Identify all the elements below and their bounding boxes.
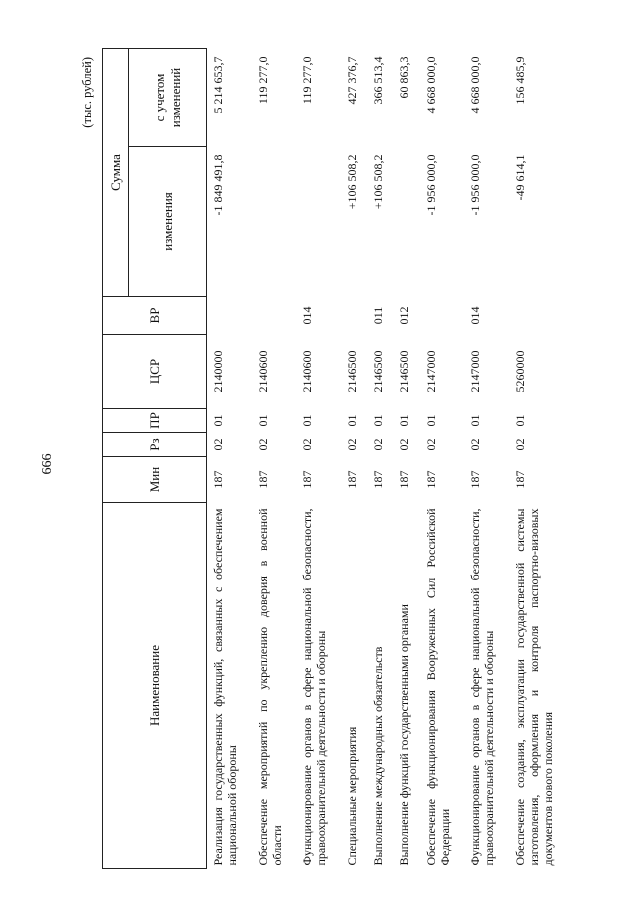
row-min: 187 [371, 470, 386, 489]
row-rz: 02 [255, 438, 270, 451]
row-rz: 02 [468, 438, 483, 451]
row-rz: 02 [344, 438, 359, 451]
row-pr: 01 [397, 414, 412, 427]
header-rz: Рз [103, 433, 207, 457]
row-name: Обеспечение мероприятий по укреплению доверия в военной области [255, 508, 284, 866]
row-rz: 02 [211, 438, 225, 451]
row-name: Обеспечение создания, эксплуатации государственной системы изготовления, оформления и контроля паспортно-визовых документов нового поколения [512, 508, 555, 866]
row-total: 119 277,0 [255, 56, 270, 105]
row-min: 187 [423, 470, 438, 489]
table-row [252, 49, 297, 869]
row-rz: 02 [371, 438, 386, 451]
row-vr [509, 297, 572, 335]
row-total: 156 485,9 [512, 56, 527, 105]
row-min: 187 [468, 470, 483, 489]
row-total: 4 668 000,0 [468, 56, 483, 114]
row-vr: 011 [371, 306, 386, 325]
row-name: Выполнение функций государственными органами [397, 604, 412, 866]
row-csr: 2146500 [371, 350, 386, 393]
row-csr: 2146500 [344, 350, 359, 393]
row-pr: 01 [468, 414, 483, 427]
row-csr: 2140000 [211, 350, 225, 393]
header-sum: Сумма [103, 49, 129, 297]
table-row [420, 49, 465, 869]
row-name: Обеспечение функционирования Вооруженных Сил Российской Федерации [423, 508, 452, 866]
row-min: 187 [397, 470, 412, 489]
row-min: 187 [300, 470, 315, 489]
row-vr [341, 297, 367, 335]
row-vr: 014 [468, 306, 483, 325]
row-csr: 2140600 [300, 350, 315, 393]
rotated-table-block [80, 49, 572, 869]
row-pr: 01 [300, 414, 315, 427]
row-change: -1 956 000,0 [468, 154, 483, 216]
row-pr: 01 [423, 414, 438, 427]
header-with-changes: с учетом изменений [129, 49, 207, 147]
row-min: 187 [344, 470, 359, 489]
header-min: Мин [103, 457, 207, 503]
page-number: 666 [40, 453, 55, 475]
row-csr: 5260000 [512, 350, 527, 393]
table-body [207, 49, 573, 869]
header-pr: ПР [103, 409, 207, 433]
row-min: 187 [512, 470, 527, 489]
row-pr: 01 [255, 414, 270, 427]
header-csr: ЦСР [103, 335, 207, 409]
row-total: 5 214 653,7 [211, 56, 225, 114]
row-change: -1 849 491,8 [211, 154, 225, 216]
table-row [207, 49, 252, 869]
row-min: 187 [211, 470, 225, 489]
row-csr: 2147000 [468, 350, 483, 393]
row-rz: 02 [397, 438, 412, 451]
row-csr: 2140600 [255, 350, 270, 393]
row-vr [420, 297, 465, 335]
row-vr: 014 [300, 306, 315, 325]
row-change: +106 508,2 [344, 154, 359, 210]
row-vr: 012 [397, 306, 412, 325]
units-label: (тыс. рублей) [80, 57, 94, 128]
row-change: +106 508,2 [371, 154, 386, 210]
row-name: Специальные мероприятия [344, 726, 359, 866]
header-changes: изменения [129, 147, 207, 297]
row-change [296, 147, 341, 297]
row-rz: 02 [512, 438, 527, 451]
row-csr: 2146500 [397, 350, 412, 393]
row-total: 119 277,0 [300, 56, 315, 105]
table-row [296, 49, 341, 869]
row-change: -1 956 000,0 [423, 154, 438, 216]
row-total: 4 668 000,0 [423, 56, 438, 114]
row-change [252, 147, 297, 297]
row-pr: 01 [344, 414, 359, 427]
row-pr: 01 [371, 414, 386, 427]
row-name: Функционирование органов в сфере национальной безопасности, правоохранительной деятельности и обороны [300, 508, 329, 866]
table-row [464, 49, 509, 869]
budget-table [102, 48, 572, 869]
row-total: 60 863,3 [397, 56, 412, 99]
header-name: Наименование [103, 503, 207, 869]
row-vr [252, 297, 297, 335]
row-total: 366 513,4 [371, 56, 386, 105]
header-vr: ВР [103, 297, 207, 335]
row-rz: 02 [423, 438, 438, 451]
row-name: Реализация государственных функций, связанных с обеспечением национальной обороны [211, 508, 239, 866]
table-row [509, 49, 572, 869]
row-total: 427 376,7 [344, 56, 359, 105]
row-name: Выполнение международных обязательств [371, 646, 386, 866]
table-row [393, 49, 419, 869]
row-rz: 02 [300, 438, 315, 451]
table-row [341, 49, 367, 869]
table-row [367, 49, 393, 869]
row-vr [207, 297, 252, 335]
row-pr: 01 [211, 414, 225, 427]
row-pr: 01 [512, 414, 527, 427]
row-change [393, 147, 419, 297]
row-csr: 2147000 [423, 350, 438, 393]
row-min: 187 [255, 470, 270, 489]
row-name: Функционирование органов в сфере национальной безопасности, правоохранительной деятельности и обороны [468, 508, 497, 866]
row-change: -49 614,1 [512, 154, 527, 201]
